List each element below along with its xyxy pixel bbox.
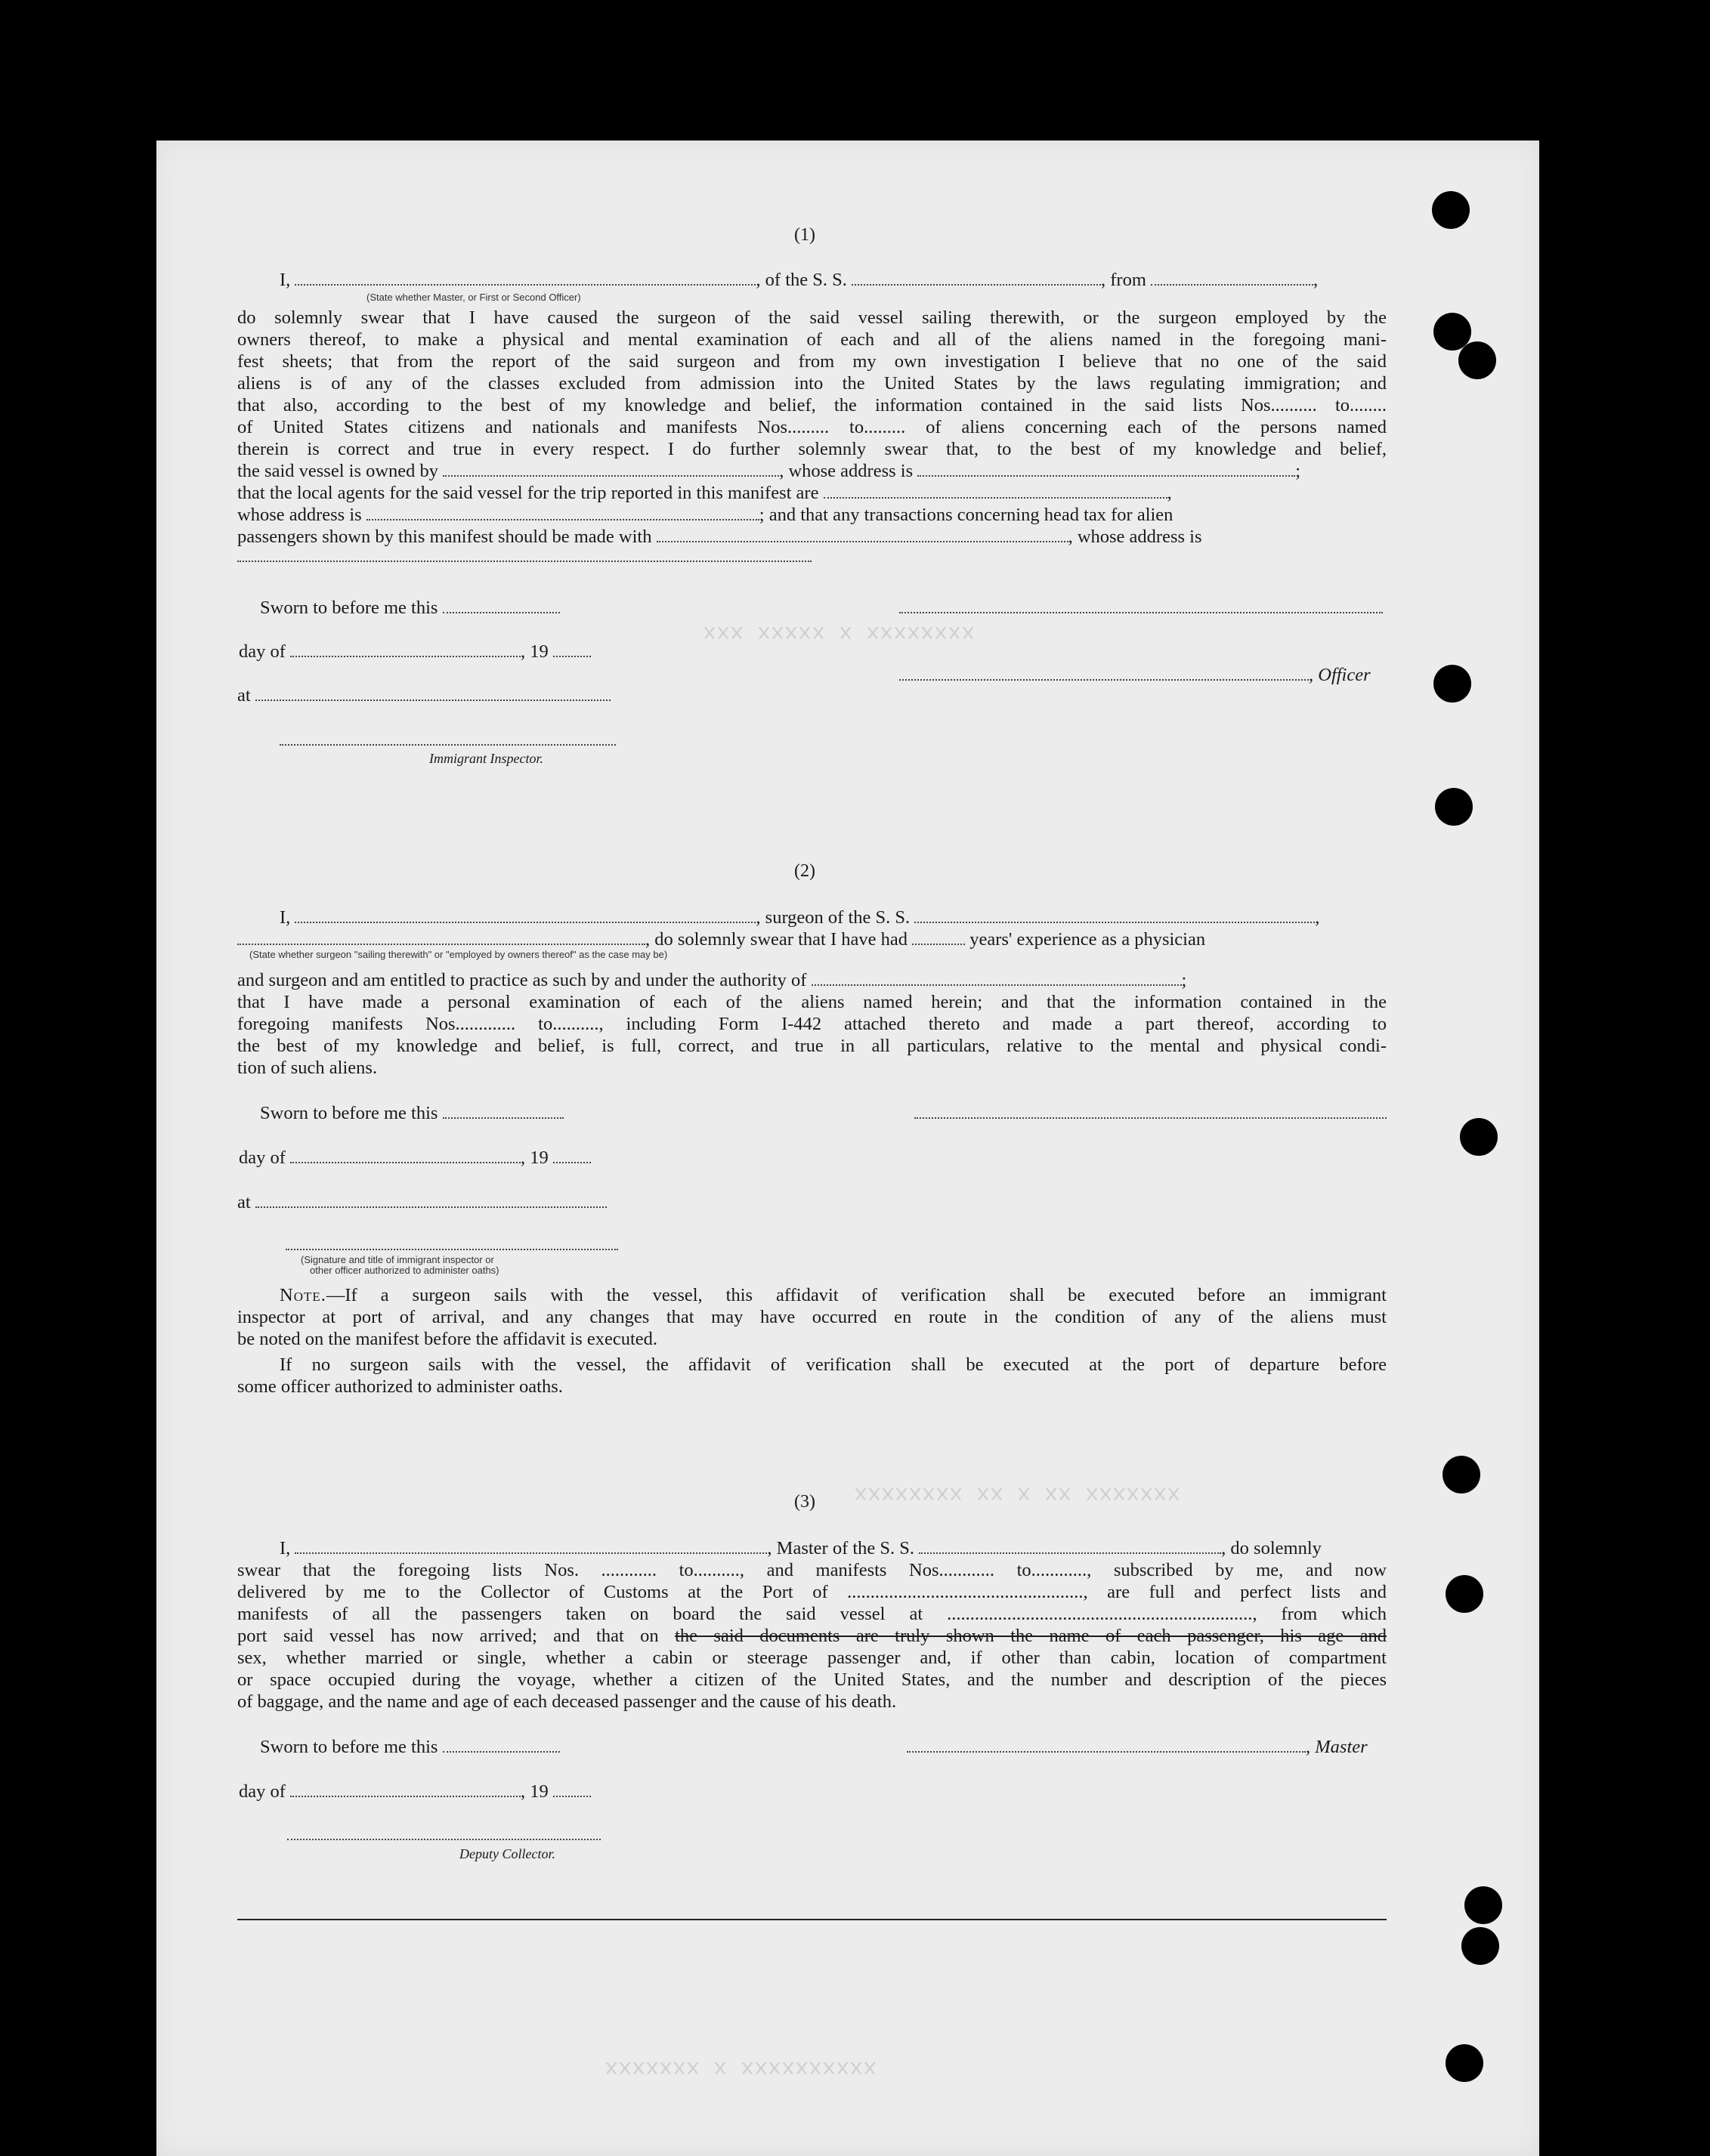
- year-label: , 19: [521, 641, 549, 662]
- comma: ,: [1315, 907, 1320, 928]
- note-line: be noted on the manifest before the affidavit is executed.: [237, 1329, 658, 1349]
- sworn-label: Sworn to before me this: [260, 1737, 438, 1757]
- punch-hole: [1458, 341, 1496, 379]
- surgeon-signature-field[interactable]: [914, 1102, 1387, 1124]
- collector-signature-field[interactable]: [287, 1824, 601, 1846]
- sworn-date-field[interactable]: [443, 1102, 564, 1119]
- officer-signature-field[interactable]: [899, 597, 1383, 619]
- owned-by-line: the said vessel is owned by , whose address is ;: [237, 461, 1301, 481]
- para-line: the best of my knowledge and belief, is full, correct, and true in all particulars, relative to the mental and physical condi-: [237, 1036, 1387, 1056]
- owner-address-field[interactable]: [917, 460, 1295, 477]
- para-line: aliens is of any of the classes excluded from admission into the United States by the laws regulating immigration; and: [237, 373, 1387, 394]
- officer-caption: (State whether Master, or First or Second Officer): [366, 292, 581, 303]
- punch-hole: [1460, 1118, 1498, 1156]
- year-field[interactable]: [553, 641, 591, 657]
- para-line: therein is correct and true in every respect. I do further solemnly swear that, to the best of my knowledge and belief,: [237, 439, 1387, 459]
- sworn-line-2: [260, 1102, 564, 1124]
- punch-hole: [1446, 2044, 1483, 2082]
- signature-dots: [287, 1824, 601, 1840]
- month-field[interactable]: [290, 1147, 521, 1163]
- section3-heading: (3): [794, 1492, 815, 1512]
- text-i: I,: [280, 270, 291, 290]
- owner-field[interactable]: [443, 460, 779, 477]
- month-field[interactable]: [290, 1781, 521, 1797]
- section1-line1: [280, 269, 1318, 291]
- sworn-label: , do solemnly swear that I have had: [645, 929, 908, 950]
- owned-by-label: the said vessel is owned by: [237, 461, 439, 481]
- year-label: , 19: [521, 1147, 549, 1168]
- year-field[interactable]: [553, 1147, 591, 1163]
- at-label: at: [237, 1192, 251, 1212]
- bleed-through-text: xxxxxxxxxx x xxxxxxx: [605, 2055, 877, 2080]
- local-agents-line: that the local agents for the said vessel for the trip reported in this manifest are ,: [237, 483, 1172, 503]
- day-of-label: day of: [239, 1781, 286, 1802]
- head-tax-address-field[interactable]: [237, 545, 812, 562]
- year-label: , 19: [521, 1781, 549, 1802]
- place-field[interactable]: [255, 684, 611, 701]
- para-line: of baggage, and the name and age of each deceased passenger and the cause of his death.: [237, 1691, 897, 1712]
- sworn-date-field[interactable]: [443, 597, 560, 613]
- text-i: I,: [280, 907, 291, 928]
- sworn-line-3: [260, 1736, 560, 1758]
- whose-address-label: whose address is: [237, 505, 362, 525]
- whose-address-label: , whose address is: [1068, 527, 1202, 547]
- day-of-label: day of: [239, 641, 286, 662]
- authority-line: and surgeon and am entitled to practice as such by and under the authority of ;: [237, 970, 1187, 990]
- at-line-2: [237, 1191, 607, 1213]
- signature-dots: [914, 1102, 1387, 1119]
- master-sign-label: , Master: [1306, 1737, 1368, 1757]
- signature-dots: [286, 1234, 618, 1250]
- punch-hole: [1435, 788, 1473, 826]
- note-line: [280, 1284, 1387, 1306]
- para-line: sex, whether married or single, whether a cabin or steerage passenger and, if other than cabin, location of compartment: [237, 1648, 1387, 1668]
- years-field[interactable]: [912, 928, 965, 945]
- vessel-name-field[interactable]: [914, 907, 1315, 923]
- section2-line2: [237, 928, 1205, 950]
- surgeon-name-field[interactable]: [295, 907, 756, 923]
- section2-heading: (2): [794, 861, 815, 881]
- day-of-line-2: [239, 1147, 591, 1169]
- port-text: port said vessel has now arrived; and that on: [237, 1626, 676, 1646]
- para-line: swear that the foregoing lists Nos. ............ to.........., and manifests Nos............ to............, subscribed by me, and now: [237, 1560, 1387, 1580]
- note-label: Note.: [280, 1285, 326, 1305]
- para-line: fest sheets; that from the report of the said surgeon and from my own investigation I believe that no one of the said: [237, 351, 1387, 372]
- punch-hole: [1446, 1575, 1483, 1613]
- bleed-through-text: xxxxxxx xx x xx xxxxxxxx: [854, 1481, 1181, 1506]
- surgeon-caption: (State whether surgeon "sailing therewith" or "employed by owners thereof" as the case may be): [249, 949, 668, 960]
- signature-dots: [280, 729, 616, 746]
- para-line: of United States citizens and nationals and manifests Nos......... to......... of aliens concerning each of the persons named: [237, 417, 1387, 437]
- officer-name-field[interactable]: [899, 664, 1309, 681]
- master-label: , Master of the S. S.: [767, 1538, 915, 1558]
- sig-caption-2: other officer authorized to administer oaths): [310, 1265, 499, 1276]
- day-of-line-3: [239, 1781, 591, 1802]
- para-line: owners thereof, to make a physical and mental examination of each and all of the aliens named in the foregoing mani-: [237, 329, 1387, 350]
- struck-text: the said documents are truly shown the name of each passenger, his age and: [675, 1626, 1387, 1646]
- sworn-label: Sworn to before me this: [260, 598, 438, 618]
- para-line: do solemnly swear that I have caused the surgeon of the said vessel sailing therewith, or the surgeon employed by the: [237, 307, 1387, 328]
- local-agents-field[interactable]: [824, 482, 1167, 499]
- punch-hole: [1433, 665, 1471, 703]
- note-text: —If a surgeon sails with the vessel, this affidavit of verification shall be executed before an immigrant: [326, 1285, 1387, 1305]
- years-label: years' experience as a physician: [969, 929, 1206, 950]
- section3-line1: [280, 1537, 1322, 1559]
- place-field[interactable]: [255, 1191, 607, 1208]
- para-line: or space occupied during the voyage, whether a citizen of the United States, and the number and description of the pieces: [237, 1670, 1387, 1690]
- sworn-label: Sworn to before me this: [260, 1103, 438, 1123]
- comma: ,: [1313, 270, 1319, 290]
- year-field[interactable]: [553, 1781, 591, 1797]
- bleed-through-text: xxxxxxxx x xxxxx xxx: [703, 619, 976, 645]
- text-from: , from: [1101, 270, 1146, 290]
- sig-caption-1: (Signature and title of immigrant inspector or: [301, 1254, 494, 1265]
- punch-hole: [1443, 1456, 1480, 1493]
- para-line: tion of such aliens.: [237, 1058, 378, 1078]
- para-line: that also, according to the best of my knowledge and belief, the information contained in the said lists Nos.......... to........: [237, 395, 1387, 415]
- day-of-label: day of: [239, 1147, 286, 1168]
- para-line: that I have made a personal examination of each of the aliens named herein; and that the information contained in the: [237, 992, 1387, 1012]
- month-field[interactable]: [290, 641, 521, 657]
- punch-hole: [1432, 191, 1470, 229]
- note-line: If no surgeon sails with the vessel, the affidavit of verification shall be executed at the port of departure before: [280, 1354, 1387, 1375]
- whose-address-label: , whose address is: [779, 461, 914, 481]
- at-label: at: [237, 685, 251, 706]
- section1-heading: (1): [794, 225, 815, 245]
- master-signature-line: [907, 1736, 1368, 1758]
- para-line: delivered by me to the Collector of Customs at the Port of ..................................................., are full and perfect lists and: [237, 1582, 1387, 1602]
- officer-line: [899, 664, 1371, 686]
- authority-label: and surgeon and am entitled to practice as such by and under the authority of: [237, 970, 807, 990]
- head-tax-address-line: [237, 545, 812, 567]
- officer-title-field[interactable]: [295, 269, 756, 286]
- local-agents-label: that the local agents for the said vessel for the trip reported in this manifest are: [237, 483, 819, 503]
- master-name-field[interactable]: [295, 1537, 767, 1554]
- head-tax-line: [237, 526, 1202, 548]
- para-line: [237, 1625, 1387, 1647]
- agents-address-line: [237, 504, 1173, 526]
- day-of-line-1: [239, 641, 591, 663]
- sworn-line-1: [260, 597, 560, 619]
- para-line: foregoing manifests Nos............. to.........., including Form I-442 attached thereto and made a part thereof, according to: [237, 1014, 1387, 1034]
- bottom-rule: [237, 1919, 1387, 1920]
- officer-label: , Officer: [1309, 665, 1371, 685]
- collector-caption: Deputy Collector.: [459, 1846, 555, 1861]
- surgeon-status-field[interactable]: [237, 928, 645, 945]
- head-tax-contact-field[interactable]: [657, 526, 1068, 542]
- inspector-caption: Immigrant Inspector.: [429, 751, 543, 766]
- text-of-ss: , of the S. S.: [756, 270, 847, 290]
- vessel-name-field[interactable]: [852, 269, 1101, 286]
- do-solemnly-label: , do solemnly: [1221, 1538, 1322, 1558]
- passengers-label: passengers shown by this manifest should be made with: [237, 527, 652, 547]
- signature-dots: [899, 597, 1383, 613]
- vessel-name-field[interactable]: [919, 1537, 1221, 1554]
- punch-hole: [1461, 1927, 1499, 1965]
- sworn-date-field[interactable]: [443, 1736, 560, 1753]
- punch-hole: [1464, 1886, 1502, 1924]
- at-line-1: [237, 684, 611, 706]
- note-line: inspector at port of arrival, and any changes that may have occurred en route in the condition of any of the aliens must: [237, 1307, 1387, 1327]
- agents-address-field[interactable]: [366, 504, 759, 520]
- head-tax-label: ; and that any transactions concerning head tax for alien: [759, 505, 1173, 525]
- section2-line1: [280, 907, 1319, 928]
- inspector-signature-field-2[interactable]: [286, 1234, 618, 1256]
- master-signature-field[interactable]: [907, 1736, 1306, 1753]
- authority-field[interactable]: [812, 969, 1182, 986]
- departure-port-field[interactable]: [1151, 269, 1313, 286]
- text-i: I,: [280, 1538, 291, 1558]
- note-line: some officer authorized to administer oaths.: [237, 1376, 563, 1397]
- para-line: manifests of all the passengers taken on board the said vessel at .................................................................., from which: [237, 1604, 1387, 1624]
- surgeon-label: , surgeon of the S. S.: [756, 907, 911, 928]
